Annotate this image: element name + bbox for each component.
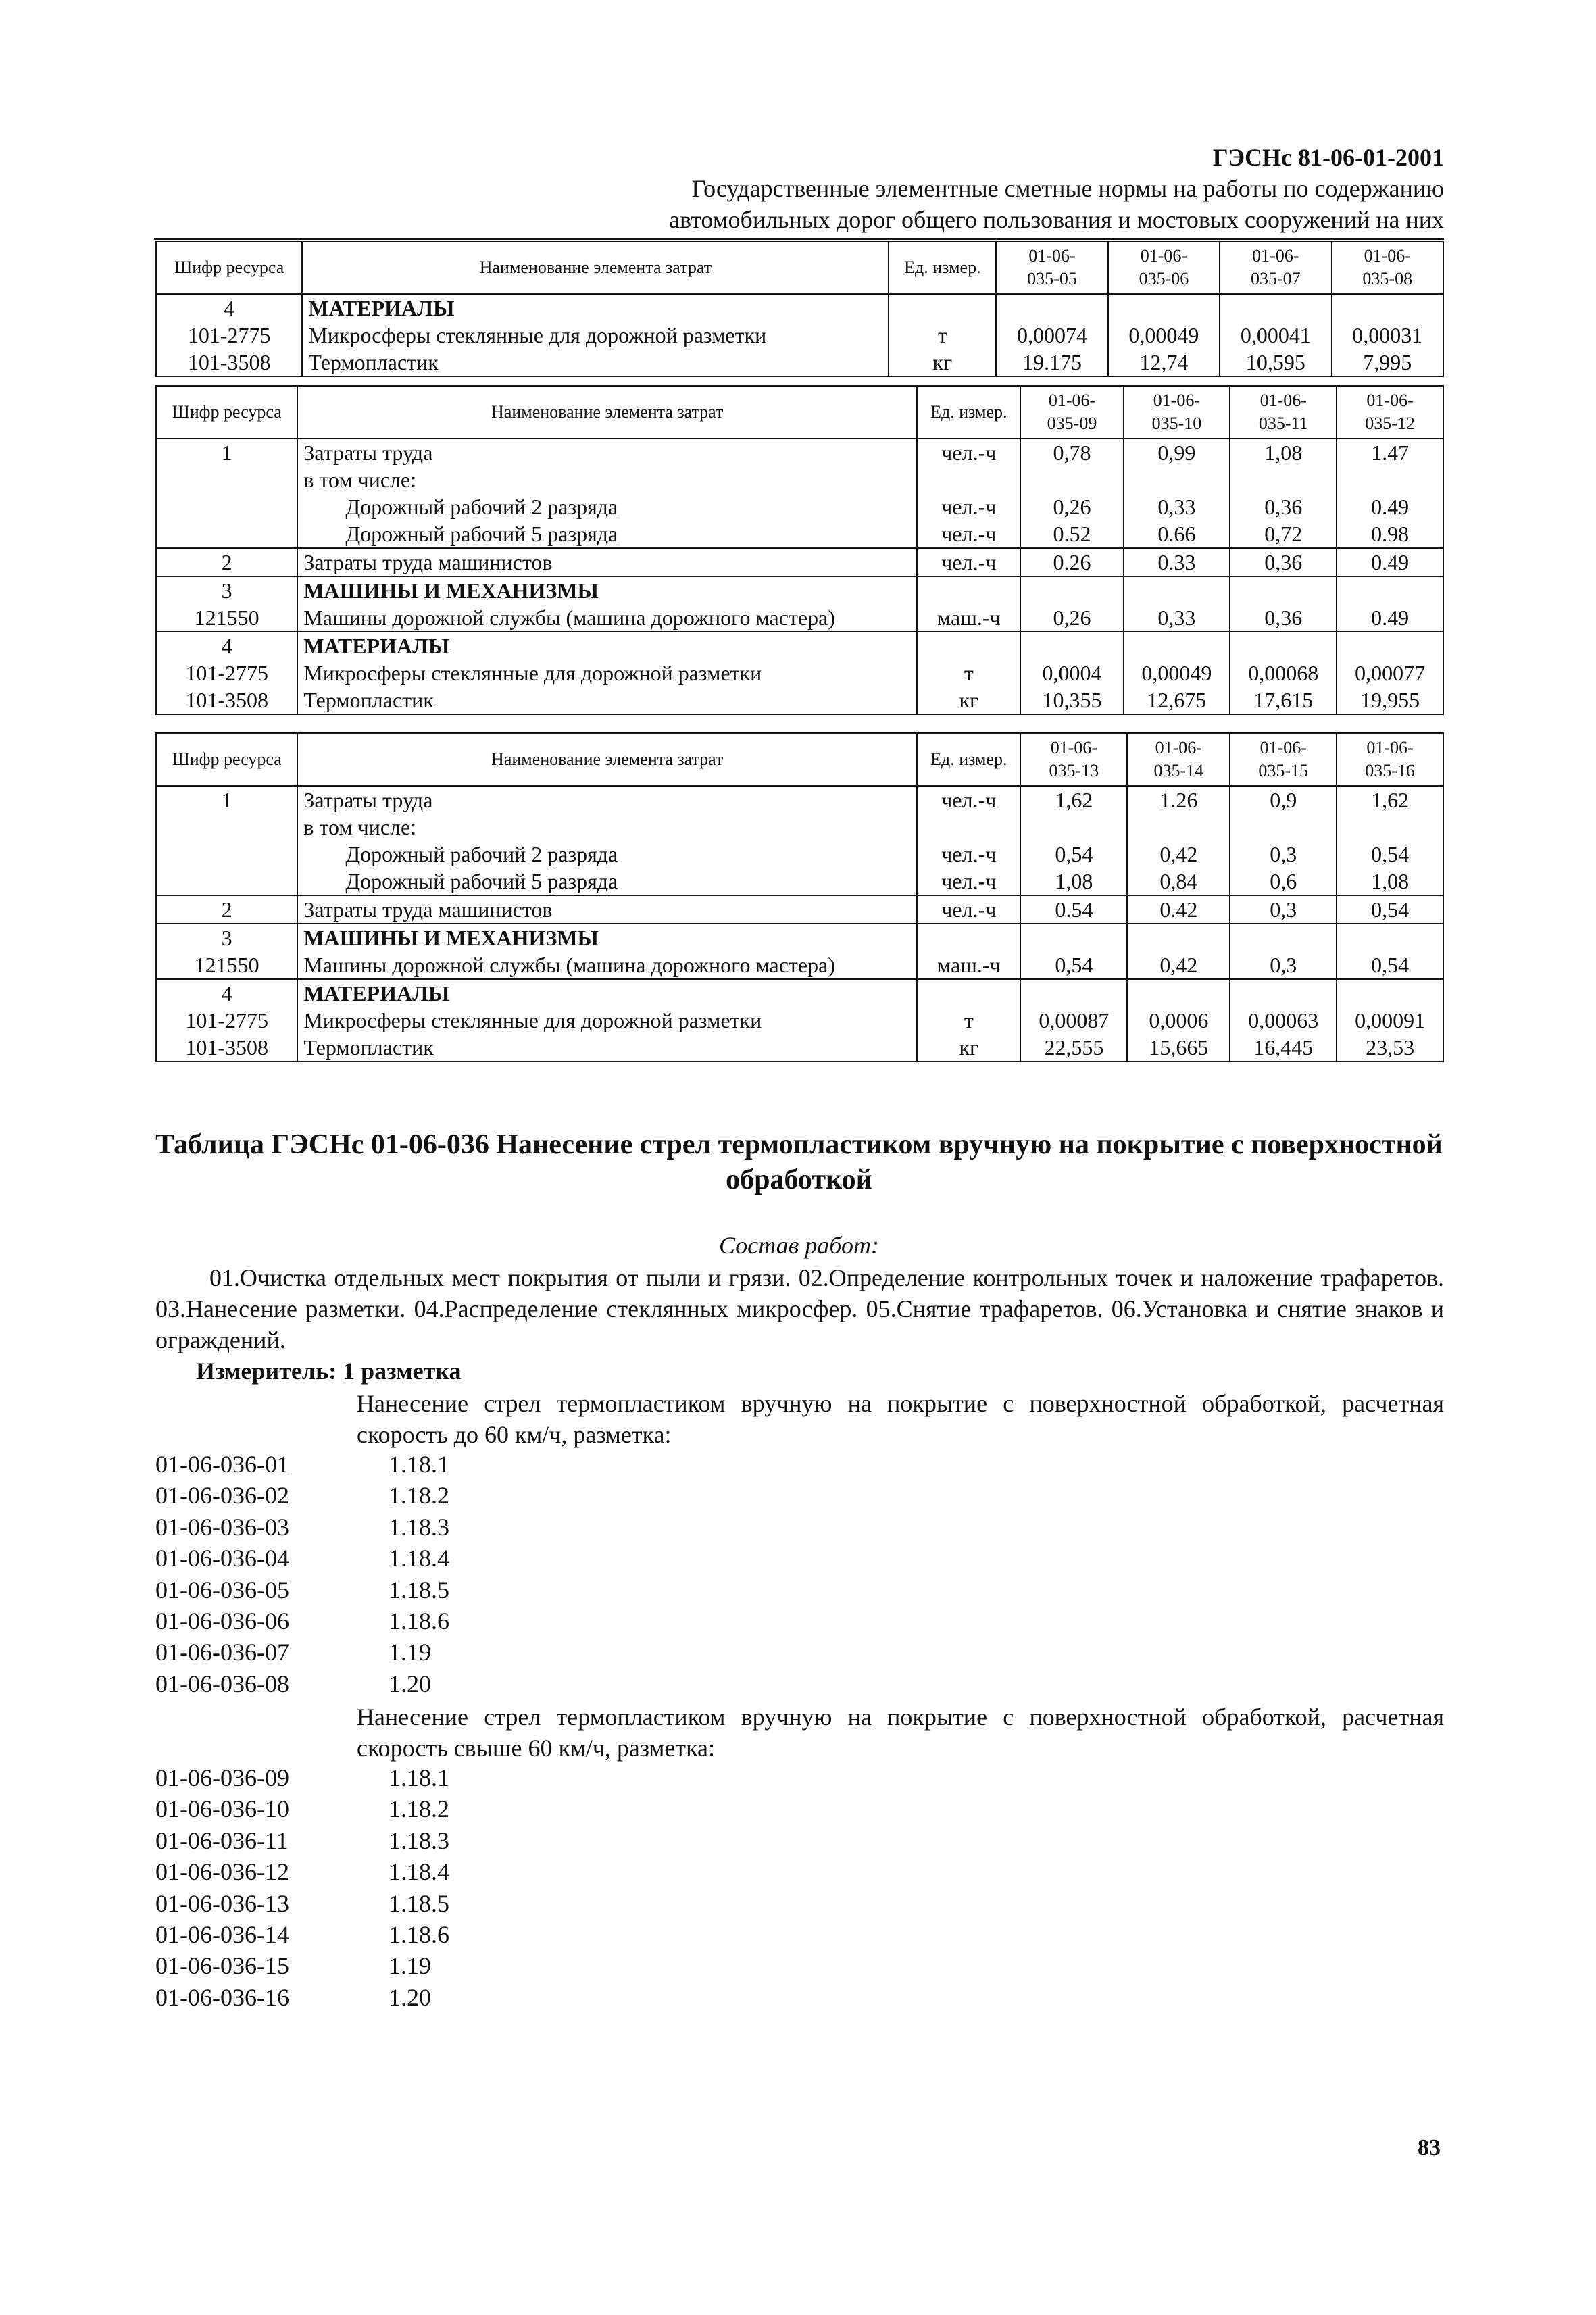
cell-value: 0,6	[1230, 868, 1337, 895]
marking-type: 1.18.1	[389, 1764, 449, 1791]
cell-value: 16,445	[1230, 1034, 1337, 1062]
cell-unit: т	[917, 659, 1020, 687]
list-item	[155, 1982, 449, 2013]
marking-type: 1.19	[389, 1639, 431, 1666]
cell-unit	[917, 924, 1020, 951]
norm-code: 01-06-036-01	[155, 1451, 289, 1478]
cell-value: 1,62	[1020, 786, 1127, 814]
marking-type: 1.18.2	[389, 1795, 449, 1823]
table-row	[156, 659, 1443, 687]
table-row	[156, 349, 1443, 376]
marking-type: 1.18.4	[389, 1545, 449, 1572]
cell-unit	[917, 979, 1020, 1007]
cell-value: 0,00087	[1020, 1007, 1127, 1034]
norm-code: 01-06-036-16	[155, 1983, 289, 2011]
cell-value: 0.49	[1337, 548, 1443, 576]
cell-unit: чел.-ч	[917, 520, 1020, 548]
cell-value	[1337, 576, 1443, 604]
table-row	[156, 895, 1443, 924]
cell-resource-code: 1	[156, 786, 297, 814]
cell-unit: чел.-ч	[917, 841, 1020, 868]
cell-value: 0,26	[1020, 493, 1123, 520]
marking-type: 1.18.5	[389, 1889, 449, 1917]
cell-value	[1220, 294, 1331, 322]
cell-value: 0.26	[1020, 548, 1123, 576]
norm-code: 01-06-036-09	[155, 1764, 289, 1791]
cell-value: 1.47	[1337, 439, 1443, 466]
work-composition-label: Состав работ:	[719, 1232, 879, 1259]
marking-type: 1.18.3	[389, 1513, 449, 1541]
list-item	[155, 1449, 449, 1480]
table-header-row	[156, 386, 1443, 439]
list-item	[155, 1512, 449, 1543]
cell-value: 0,00063	[1230, 1007, 1337, 1034]
cell-resource-code: 1	[156, 439, 297, 466]
list-item	[155, 1637, 449, 1668]
cell-unit: чел.-ч	[917, 786, 1020, 814]
cell-value: 0,36	[1230, 493, 1337, 520]
table-row	[156, 979, 1443, 1007]
marking-type: 1.18.6	[389, 1607, 449, 1635]
cell-unit	[917, 632, 1020, 659]
cell-resource-code	[156, 493, 297, 520]
norm-code: 01-06-036-12	[155, 1858, 289, 1886]
cell-value	[1020, 924, 1127, 951]
cell-value	[1230, 814, 1337, 841]
cell-resource-code: 4	[156, 979, 297, 1007]
norm-code: 01-06-036-11	[155, 1826, 289, 1854]
norm-code-top: 01-06-	[1260, 738, 1307, 757]
cell-resource-code: 121550	[156, 951, 297, 979]
table-row	[156, 466, 1443, 493]
cell-value: 22,555	[1020, 1034, 1127, 1062]
cell-value: 0.54	[1020, 895, 1127, 924]
table-row	[156, 493, 1443, 520]
cell-value: 23,53	[1337, 1034, 1443, 1062]
measure-value: 1 разметка	[343, 1358, 462, 1385]
cell-value: 0,72	[1230, 520, 1337, 548]
cell-value: 17,615	[1230, 687, 1337, 714]
cell-value	[1124, 466, 1230, 493]
header-line-2: автомобильных дорог общего пользования и мостовых сооружений на них	[669, 206, 1444, 233]
norm-code-top: 01-06-	[1366, 391, 1414, 410]
norm-code: 01-06-036-04	[155, 1545, 289, 1572]
table-row	[156, 951, 1443, 979]
norm-code: 01-06-036-10	[155, 1795, 289, 1823]
cell-resource-code	[156, 868, 297, 895]
norm-code-top: 01-06-	[1260, 391, 1307, 410]
norms-table-3	[155, 732, 1444, 1062]
col-header-code: Шифр ресурса	[156, 241, 302, 294]
cell-value	[1337, 979, 1443, 1007]
cell-value	[1230, 576, 1337, 604]
cell-value: 0,00049	[1124, 659, 1230, 687]
cell-cost-element: Термопластик	[297, 1034, 917, 1062]
cell-value: 0,00091	[1337, 1007, 1443, 1034]
cell-value: 0,33	[1124, 493, 1230, 520]
cell-cost-element: в том числе:	[297, 814, 917, 841]
cell-value: 7,995	[1332, 349, 1443, 376]
cell-value	[1124, 576, 1230, 604]
list-item	[155, 1825, 449, 1856]
cell-value: 19.175	[996, 349, 1107, 376]
norm-code-bottom: 035-16	[1365, 761, 1415, 780]
table-row	[156, 786, 1443, 814]
norm-code-list-1	[155, 1449, 449, 1699]
cell-cost-element: Термопластик	[297, 687, 917, 714]
cell-value: 0,26	[1020, 604, 1123, 632]
col-header-norm-code	[1124, 386, 1230, 439]
marking-type: 1.20	[389, 1670, 431, 1697]
marking-type: 1.18.6	[389, 1920, 449, 1948]
list-item	[155, 1793, 449, 1824]
norm-description-2: Нанесение стрел термопластиком вручную на покрытие с поверхностной обработкой, расчетная скорость свыше 60 км/ч, разметка:	[357, 1703, 1444, 1762]
col-header-norm-code	[1108, 241, 1220, 294]
cell-value: 0,0006	[1127, 1007, 1230, 1034]
cell-value: 0,00049	[1108, 322, 1220, 349]
norm-code-bottom: 035-14	[1153, 761, 1204, 780]
section-title: Таблица ГЭСНс 01-06-036 Нанесение стрел термопластиком вручную на покрытие с поверхностной обработкой	[155, 1129, 1443, 1195]
col-header-norm-code	[1337, 733, 1443, 786]
norm-code-top: 01-06-	[1140, 246, 1188, 266]
norm-code-top: 01-06-	[1028, 246, 1076, 266]
table-row	[156, 687, 1443, 714]
marking-type: 1.18.1	[389, 1451, 449, 1478]
cell-unit: маш.-ч	[917, 604, 1020, 632]
cell-resource-code: 101-2775	[156, 322, 302, 349]
norm-code-bottom: 035-08	[1362, 269, 1413, 289]
norm-code-top: 01-06-	[1153, 391, 1201, 410]
cell-value	[1337, 466, 1443, 493]
cell-value: 0,42	[1127, 841, 1230, 868]
cell-value	[1230, 979, 1337, 1007]
list-item	[155, 1605, 449, 1637]
cell-resource-code	[156, 814, 297, 841]
norm-code-bottom: 035-12	[1365, 414, 1415, 433]
marking-type: 1.18.3	[389, 1826, 449, 1854]
cell-value: 0,3	[1230, 951, 1337, 979]
list-item	[155, 1950, 449, 1981]
cell-value: 0,54	[1337, 951, 1443, 979]
cell-unit: чел.-ч	[917, 439, 1020, 466]
cell-value: 0,00041	[1220, 322, 1331, 349]
cell-cost-element: Затраты труда	[297, 786, 917, 814]
cell-value: 1,62	[1337, 786, 1443, 814]
cell-unit: кг	[917, 1034, 1020, 1062]
cell-value	[1020, 466, 1123, 493]
cell-value: 0,3	[1230, 841, 1337, 868]
norms-table-1	[155, 241, 1444, 377]
cell-value: 0,54	[1020, 951, 1127, 979]
norm-code: 01-06-036-07	[155, 1639, 289, 1666]
cell-value	[1020, 979, 1127, 1007]
norm-code-top: 01-06-	[1048, 391, 1096, 410]
norm-code-top: 01-06-	[1050, 738, 1098, 757]
table-row	[156, 520, 1443, 548]
cell-value: 12,675	[1124, 687, 1230, 714]
cell-unit: чел.-ч	[917, 493, 1020, 520]
cell-unit: кг	[889, 349, 996, 376]
col-header-unit: Ед. измер.	[917, 386, 1020, 439]
col-header-code: Шифр ресурса	[156, 386, 297, 439]
work-composition-text: 01.Очистка отдельных мест покрытия от пыли и грязи. 02.Определение контрольных точек и наложение трафаретов. 03.Нанесение разметки. 04.Распределение стеклянных микросфер. 05.Снятие трафаретов. 06.Установка и снятие знаков и ограждений.	[155, 1264, 1444, 1353]
header-line-1: Государственные элементные сметные нормы на работы по содержанию	[691, 175, 1444, 202]
cell-value: 0,36	[1230, 604, 1337, 632]
table-row	[156, 322, 1443, 349]
cell-value	[1230, 632, 1337, 659]
norm-code-bottom: 035-06	[1139, 269, 1189, 289]
norm-description-1: Нанесение стрел термопластиком вручную на покрытие с поверхностной обработкой, расчетная скорость до 60 км/ч, разметка:	[357, 1390, 1444, 1448]
norm-code-bottom: 035-13	[1049, 761, 1099, 780]
cell-value: 0,99	[1124, 439, 1230, 466]
col-header-norm-code	[1020, 733, 1127, 786]
cell-cost-element: Термопластик	[302, 349, 889, 376]
cell-value: 15,665	[1127, 1034, 1230, 1062]
cell-cost-element: в том числе:	[297, 466, 917, 493]
cell-cost-element: МАТЕРИАЛЫ	[302, 294, 889, 322]
cell-cost-element: Дорожный рабочий 5 разряда	[297, 868, 917, 895]
cell-unit: т	[917, 1007, 1020, 1034]
cell-value: 1.26	[1127, 786, 1230, 814]
table-row	[156, 841, 1443, 868]
cell-resource-code: 4	[156, 632, 297, 659]
cell-value	[996, 294, 1107, 322]
col-header-norm-code	[1332, 241, 1443, 294]
norm-code: 01-06-036-06	[155, 1607, 289, 1635]
cell-resource-code: 101-2775	[156, 659, 297, 687]
cell-resource-code	[156, 520, 297, 548]
cell-value: 0,42	[1127, 951, 1230, 979]
cell-value: 0,54	[1020, 841, 1127, 868]
cell-resource-code: 3	[156, 576, 297, 604]
table-row	[156, 294, 1443, 322]
table-row	[156, 632, 1443, 659]
norm-code: 01-06-036-02	[155, 1482, 289, 1510]
col-header-name: Наименование элемента затрат	[302, 241, 889, 294]
col-header-unit: Ед. измер.	[917, 733, 1020, 786]
cell-value: 12,74	[1108, 349, 1220, 376]
cell-value: 0,33	[1124, 604, 1230, 632]
cell-resource-code	[156, 466, 297, 493]
norm-code-bottom: 035-07	[1250, 269, 1301, 289]
cell-cost-element: Машины дорожной службы (машина дорожного мастера)	[297, 604, 917, 632]
cell-value	[1337, 814, 1443, 841]
cell-value	[1332, 294, 1443, 322]
cell-value: 0,54	[1337, 895, 1443, 924]
norm-code-bottom: 035-09	[1047, 414, 1097, 433]
cell-unit: чел.-ч	[917, 895, 1020, 924]
norm-code-bottom: 035-05	[1027, 269, 1077, 289]
table-row	[156, 1007, 1443, 1034]
cell-resource-code: 2	[156, 548, 297, 576]
col-header-norm-code	[996, 241, 1107, 294]
cell-cost-element: Машины дорожной службы (машина дорожного мастера)	[297, 951, 917, 979]
norm-code: 01-06-036-14	[155, 1920, 289, 1948]
table-row	[156, 604, 1443, 632]
cell-value: 0,36	[1230, 548, 1337, 576]
norm-code-list-2	[155, 1762, 449, 2013]
norm-code-top: 01-06-	[1364, 246, 1411, 266]
cell-value: 0,00031	[1332, 322, 1443, 349]
cell-value: 0.33	[1124, 548, 1230, 576]
norm-code-bottom: 035-11	[1258, 414, 1308, 433]
cell-value: 0.66	[1124, 520, 1230, 548]
cell-unit	[889, 294, 996, 322]
table-header-row	[156, 733, 1443, 786]
col-header-norm-code	[1127, 733, 1230, 786]
cell-value: 0,00074	[996, 322, 1107, 349]
header-rule	[154, 238, 1444, 240]
cell-value	[1337, 632, 1443, 659]
cell-value	[1127, 979, 1230, 1007]
cell-cost-element: Дорожный рабочий 5 разряда	[297, 520, 917, 548]
cell-value	[1124, 632, 1230, 659]
cell-value	[1230, 924, 1337, 951]
cell-unit	[917, 466, 1020, 493]
table-row	[156, 548, 1443, 576]
list-item	[155, 1762, 449, 1793]
cell-cost-element: МАТЕРИАЛЫ	[297, 979, 917, 1007]
cell-cost-element: Микросферы стеклянные для дорожной разметки	[297, 1007, 917, 1034]
cell-value	[1127, 814, 1230, 841]
norm-code: 01-06-036-03	[155, 1513, 289, 1541]
col-header-name: Наименование элемента затрат	[297, 386, 917, 439]
table-row	[156, 814, 1443, 841]
cell-cost-element: Микросферы стеклянные для дорожной разметки	[302, 322, 889, 349]
table-row	[156, 576, 1443, 604]
norm-code: 01-06-036-05	[155, 1576, 289, 1603]
table-row	[156, 868, 1443, 895]
cell-unit	[917, 576, 1020, 604]
cell-resource-code: 4	[156, 294, 302, 322]
cell-resource-code: 101-3508	[156, 687, 297, 714]
cell-resource-code: 101-2775	[156, 1007, 297, 1034]
marking-type: 1.18.5	[389, 1576, 449, 1603]
cell-resource-code	[156, 841, 297, 868]
cell-unit: чел.-ч	[917, 868, 1020, 895]
cell-cost-element: МАТЕРИАЛЫ	[297, 632, 917, 659]
cell-value: 1,08	[1230, 439, 1337, 466]
col-header-norm-code	[1230, 733, 1337, 786]
cell-value: 0,0004	[1020, 659, 1123, 687]
cell-value	[1108, 294, 1220, 322]
cell-unit: кг	[917, 687, 1020, 714]
marking-type: 1.19	[389, 1952, 431, 1980]
cell-cost-element: МАШИНЫ И МЕХАНИЗМЫ	[297, 576, 917, 604]
marking-type: 1.18.4	[389, 1858, 449, 1886]
cell-resource-code: 101-3508	[156, 349, 302, 376]
cell-value: 0.49	[1337, 604, 1443, 632]
cell-cost-element: Затраты труда машинистов	[297, 895, 917, 924]
cell-resource-code: 3	[156, 924, 297, 951]
cell-value: 1,08	[1337, 868, 1443, 895]
cell-resource-code: 101-3508	[156, 1034, 297, 1062]
list-item	[155, 1574, 449, 1605]
cell-value	[1230, 466, 1337, 493]
cell-value: 0,00077	[1337, 659, 1443, 687]
measure-label: Измеритель:	[196, 1358, 337, 1385]
cell-unit: чел.-ч	[917, 548, 1020, 576]
norm-code-top: 01-06-	[1366, 738, 1414, 757]
list-item	[155, 1480, 449, 1511]
cell-value: 10,355	[1020, 687, 1123, 714]
table-row	[156, 1034, 1443, 1062]
norm-code-bottom: 035-15	[1258, 761, 1309, 780]
marking-type: 1.18.2	[389, 1482, 449, 1510]
cell-value	[1020, 576, 1123, 604]
list-item	[155, 1856, 449, 1887]
cell-value	[1127, 924, 1230, 951]
col-header-norm-code	[1220, 241, 1331, 294]
norm-code: 01-06-036-13	[155, 1889, 289, 1917]
cell-value	[1020, 632, 1123, 659]
col-header-unit: Ед. измер.	[889, 241, 996, 294]
page-number: 83	[1418, 2135, 1441, 2160]
norms-table-2	[155, 385, 1444, 715]
col-header-name: Наименование элемента затрат	[297, 733, 917, 786]
table-row	[156, 439, 1443, 466]
cell-value	[1337, 924, 1443, 951]
cell-value: 10,595	[1220, 349, 1331, 376]
cell-value: 0,3	[1230, 895, 1337, 924]
cell-cost-element: Дорожный рабочий 2 разряда	[297, 493, 917, 520]
cell-cost-element: Микросферы стеклянные для дорожной разметки	[297, 659, 917, 687]
cell-cost-element: Затраты труда	[297, 439, 917, 466]
document-code: ГЭСНс 81-06-01-2001	[1212, 144, 1444, 171]
cell-value: 0.98	[1337, 520, 1443, 548]
cell-value: 0,9	[1230, 786, 1337, 814]
col-header-norm-code	[1020, 386, 1123, 439]
norm-code: 01-06-036-08	[155, 1670, 289, 1697]
list-item	[155, 1919, 449, 1950]
table-row	[156, 924, 1443, 951]
cell-value	[1020, 814, 1127, 841]
cell-value: 0.42	[1127, 895, 1230, 924]
cell-unit: т	[889, 322, 996, 349]
cell-cost-element: Затраты труда машинистов	[297, 548, 917, 576]
cell-unit: маш.-ч	[917, 951, 1020, 979]
norm-code: 01-06-036-15	[155, 1952, 289, 1980]
cell-value: 0,54	[1337, 841, 1443, 868]
col-header-norm-code	[1230, 386, 1337, 439]
cell-value: 19,955	[1337, 687, 1443, 714]
list-item	[155, 1543, 449, 1574]
list-item	[155, 1668, 449, 1699]
norm-code-top: 01-06-	[1252, 246, 1299, 266]
table-header-row	[156, 241, 1443, 294]
list-item	[155, 1888, 449, 1919]
norm-code-top: 01-06-	[1155, 738, 1202, 757]
col-header-norm-code	[1337, 386, 1443, 439]
cell-value: 0.52	[1020, 520, 1123, 548]
cell-resource-code: 2	[156, 895, 297, 924]
measure-line	[196, 1357, 461, 1385]
cell-resource-code: 121550	[156, 604, 297, 632]
cell-cost-element: Дорожный рабочий 2 разряда	[297, 841, 917, 868]
cell-value: 0.49	[1337, 493, 1443, 520]
norm-code-bottom: 035-10	[1151, 414, 1202, 433]
cell-value: 0,78	[1020, 439, 1123, 466]
cell-value: 1,08	[1020, 868, 1127, 895]
cell-unit	[917, 814, 1020, 841]
cell-value: 0,00068	[1230, 659, 1337, 687]
cell-value: 0,84	[1127, 868, 1230, 895]
marking-type: 1.20	[389, 1983, 431, 2011]
col-header-code: Шифр ресурса	[156, 733, 297, 786]
cell-cost-element: МАШИНЫ И МЕХАНИЗМЫ	[297, 924, 917, 951]
